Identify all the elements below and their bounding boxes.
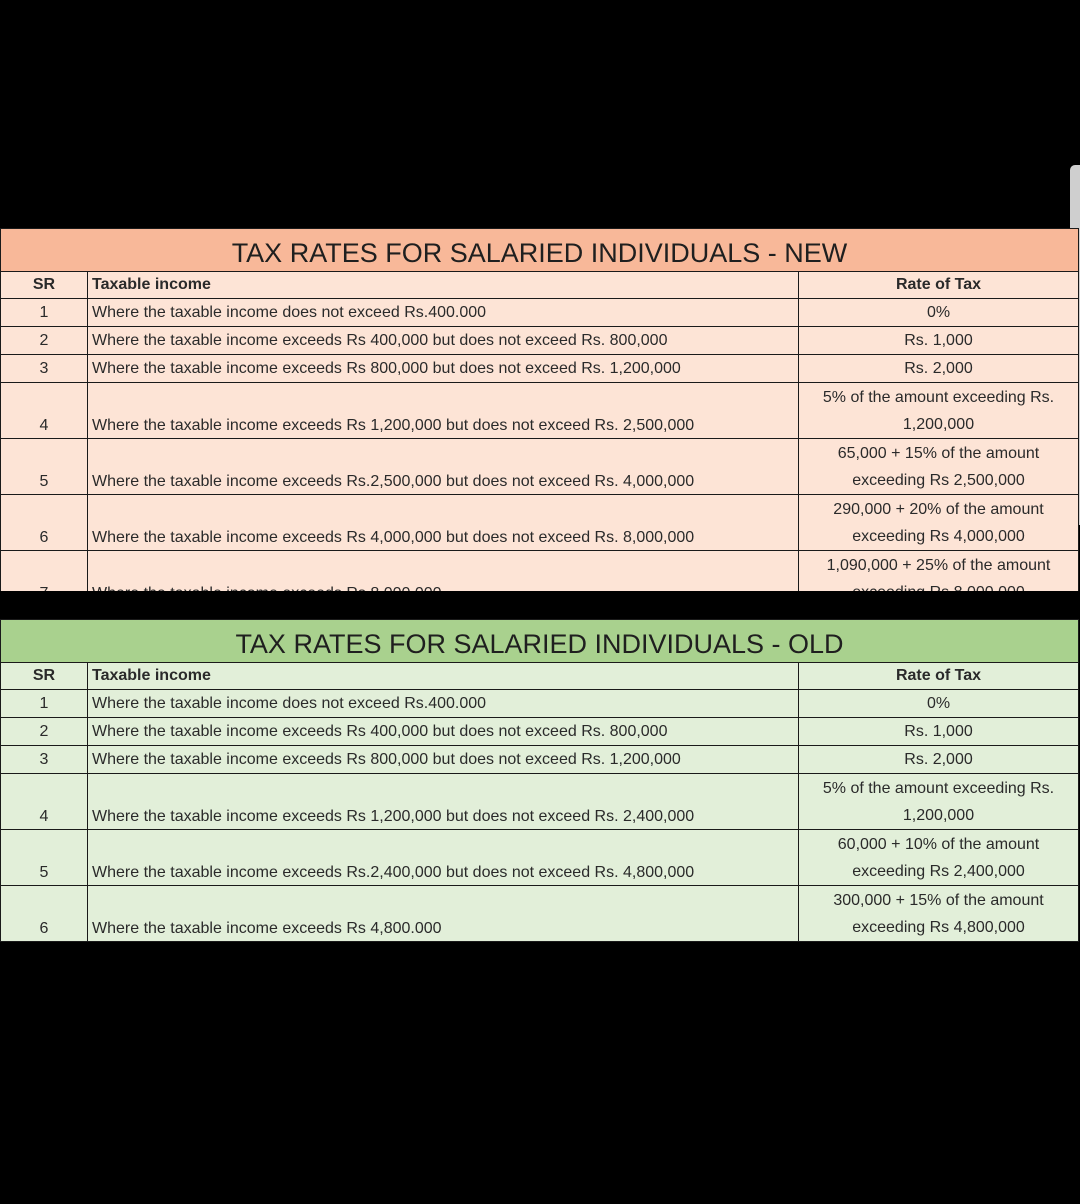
table-row: [1, 718, 1079, 746]
table-row: [1, 439, 1079, 495]
row-sr: 2: [1, 327, 88, 355]
header-rate-of-tax: Rate of Tax: [799, 663, 1079, 690]
row-sr: 3: [1, 746, 88, 774]
table-row: [1, 746, 1079, 774]
row-taxable-income: Where the taxable income exceeds Rs.2,400,000 but does not exceed Rs. 4,800,000: [88, 830, 799, 886]
rate-line: 5% of the amount exceeding Rs.: [822, 388, 1055, 406]
table-row: [1, 299, 1079, 327]
row-taxable-income: Where the taxable income does not exceed Rs.400.000: [88, 299, 799, 327]
new-tax-rates-table: [0, 228, 1079, 607]
header-taxable-income: Taxable income: [88, 663, 799, 690]
row-rate-of-tax: [799, 774, 1079, 830]
header-taxable-income: Taxable income: [88, 272, 799, 299]
table-row: [1, 886, 1079, 942]
rate-line: 1,200,000: [902, 415, 975, 433]
row-rate-of-tax: [799, 830, 1079, 886]
row-sr: 2: [1, 718, 88, 746]
row-taxable-income: Where the taxable income exceeds Rs 1,200,000 but does not exceed Rs. 2,500,000: [88, 383, 799, 439]
table-row: [1, 383, 1079, 439]
header-rate-of-tax: Rate of Tax: [799, 272, 1079, 299]
table-row: [1, 327, 1079, 355]
table-row: [1, 774, 1079, 830]
row-sr: 3: [1, 355, 88, 383]
table-separator: [0, 591, 1080, 619]
table-row: [1, 830, 1079, 886]
row-taxable-income: Where the taxable income exceeds Rs 400,000 but does not exceed Rs. 800,000: [88, 327, 799, 355]
row-rate-of-tax: [799, 495, 1079, 551]
row-sr: 6: [1, 886, 88, 942]
table-row: [1, 355, 1079, 383]
table-title: TAX RATES FOR SALARIED INDIVIDUALS - OLD: [1, 620, 1079, 663]
rate-line: Rs. 1,000: [904, 723, 973, 740]
row-rate-of-tax: [799, 690, 1079, 718]
row-taxable-income: Where the taxable income exceeds Rs 1,200,000 but does not exceed Rs. 2,400,000: [88, 774, 799, 830]
row-rate-of-tax: [799, 886, 1079, 942]
rate-line: exceeding Rs 2,500,000: [852, 471, 1025, 489]
table-row: [1, 690, 1079, 718]
row-taxable-income: Where the taxable income exceeds Rs 400,000 but does not exceed Rs. 800,000: [88, 718, 799, 746]
rate-line: exceeding Rs 4,000,000: [852, 527, 1025, 545]
rate-line: 60,000 + 10% of the amount: [837, 835, 1040, 853]
header-sr: SR: [1, 272, 88, 299]
table-header-row: [1, 272, 1079, 299]
row-taxable-income: Where the taxable income exceeds Rs 4,800.000: [88, 886, 799, 942]
row-sr: 6: [1, 495, 88, 551]
rate-line: exceeding Rs 2,400,000: [852, 862, 1025, 880]
row-rate-of-tax: [799, 327, 1079, 355]
rate-line: 290,000 + 20% of the amount: [833, 500, 1044, 518]
rate-line: 0%: [926, 304, 951, 321]
old-tax-rates-panel: [0, 619, 1078, 942]
rate-line: Rs. 2,000: [904, 360, 973, 377]
row-taxable-income: Where the taxable income exceeds Rs.2,500,000 but does not exceed Rs. 4,000,000: [88, 439, 799, 495]
row-taxable-income: Where the taxable income does not exceed Rs.400.000: [88, 690, 799, 718]
row-sr: 5: [1, 830, 88, 886]
rate-line: exceeding Rs 4,800,000: [852, 918, 1025, 936]
row-taxable-income: Where the taxable income exceeds Rs 800,000 but does not exceed Rs. 1,200,000: [88, 746, 799, 774]
row-sr: 5: [1, 439, 88, 495]
table-header-row: [1, 663, 1079, 690]
row-rate-of-tax: [799, 439, 1079, 495]
rate-line: 5% of the amount exceeding Rs.: [822, 779, 1055, 797]
row-rate-of-tax: [799, 746, 1079, 774]
old-tax-rates-table: [0, 619, 1079, 942]
row-sr: 4: [1, 774, 88, 830]
row-sr: 4: [1, 383, 88, 439]
row-sr: 1: [1, 690, 88, 718]
header-sr: SR: [1, 663, 88, 690]
row-rate-of-tax: [799, 299, 1079, 327]
row-sr: 1: [1, 299, 88, 327]
rate-line: 1,200,000: [902, 806, 975, 824]
rate-line: 65,000 + 15% of the amount: [837, 444, 1040, 462]
row-taxable-income: Where the taxable income exceeds Rs 4,000,000 but does not exceed Rs. 8,000,000: [88, 495, 799, 551]
row-rate-of-tax: [799, 355, 1079, 383]
rate-line: 1,090,000 + 25% of the amount: [826, 556, 1051, 574]
new-tax-rates-panel: [0, 228, 1078, 607]
row-rate-of-tax: [799, 383, 1079, 439]
rate-line: 300,000 + 15% of the amount: [833, 891, 1044, 909]
row-rate-of-tax: [799, 718, 1079, 746]
rate-line: 0%: [926, 695, 951, 712]
table-row: [1, 495, 1079, 551]
table-title: TAX RATES FOR SALARIED INDIVIDUALS - NEW: [1, 229, 1079, 272]
row-taxable-income: Where the taxable income exceeds Rs 800,000 but does not exceed Rs. 1,200,000: [88, 355, 799, 383]
rate-line: Rs. 1,000: [904, 332, 973, 349]
rate-line: Rs. 2,000: [904, 751, 973, 768]
